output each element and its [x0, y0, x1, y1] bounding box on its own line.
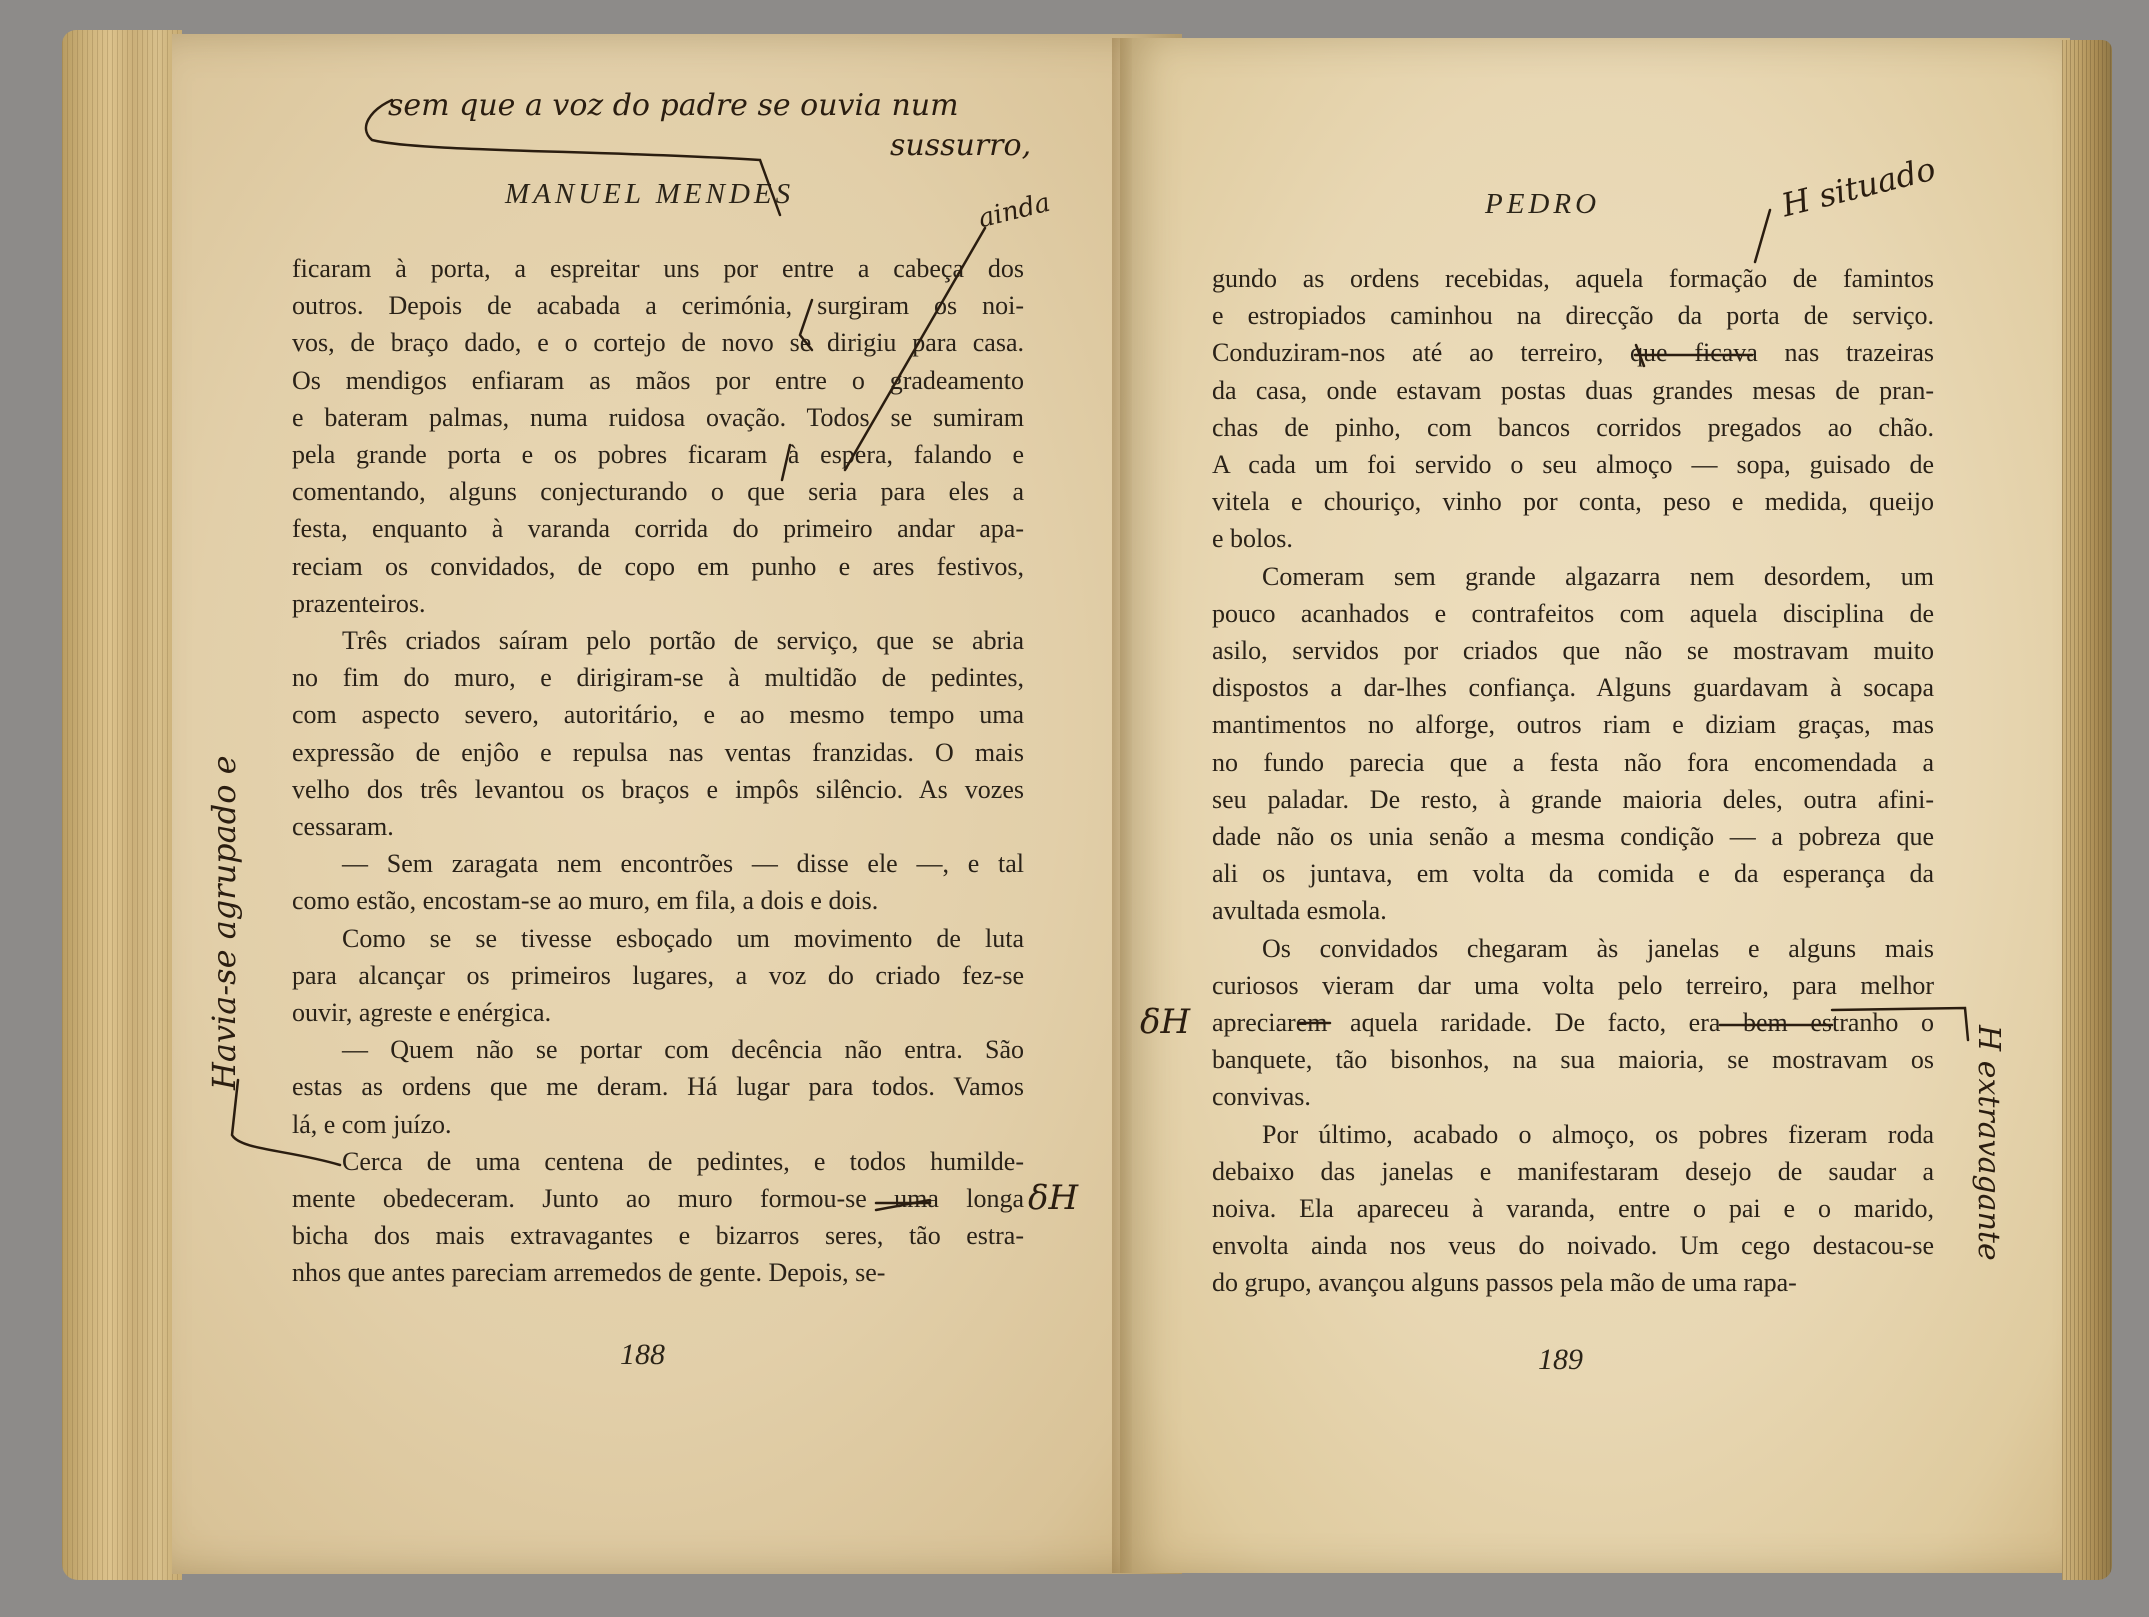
text-line: e bateram palmas, numa ruidosa ovação. Todos se sumiram — [292, 402, 1024, 432]
text-line: curiosos vieram dar uma volta pelo terreiro, para melhor — [1212, 970, 1934, 1000]
text-line: noiva. Ela apareceu à varanda, entre o pai e o marido, — [1212, 1194, 1934, 1224]
text-line: envolta ainda nos veus do noivado. Um cego destacou-se — [1212, 1231, 1934, 1261]
text-line: vos, de braço dado, e o cortejo de novo se dirigiu para casa. — [292, 328, 1024, 358]
text-line: como estão, encostam-se ao muro, em fila, a dois e dois. — [292, 886, 879, 916]
text-line: Por último, acabado o almoço, os pobres fizeram roda — [1262, 1119, 1934, 1149]
text-line: com aspecto severo, autoritário, e ao mesmo tempo uma — [292, 700, 1024, 730]
handwritten-delete-mark-right: δH — [1140, 1002, 1191, 1042]
text-line: comentando, alguns conjecturando o que seria para eles a — [292, 477, 1024, 507]
handwritten-extravagante: H extravagante — [1971, 1025, 2006, 1261]
text-line: expressão de enjôo e repulsa nas ventas franzidas. O mais — [292, 737, 1024, 767]
text-line: lá, e com juízo. — [292, 1109, 452, 1139]
text-line: Comeram sem grande algazarra nem desordem, um — [1262, 561, 1934, 591]
left-body-text — [292, 250, 1024, 1292]
text-line: cessaram. — [292, 812, 394, 842]
text-line: gundo as ordens recebidas, aquela formação de famintos — [1212, 264, 1934, 293]
text-line: ali os juntava, em volta da comida e da esperança da — [1212, 859, 1934, 889]
text-line: A cada um foi servido o seu almoço — sopa, guisado de — [1212, 450, 1934, 480]
text-line: seu paladar. De resto, à grande maioria deles, outra afini- — [1212, 784, 1934, 814]
text-line: pouco acanhados e contrafeitos com aquela disciplina de — [1212, 598, 1934, 628]
text-line: e bolos. — [1212, 524, 1293, 554]
text-line: velho dos três levantou os braços e impôs silêncio. As vozes — [292, 774, 1024, 804]
text-line: apreciarem aquela raridade. De facto, era bem estranho o — [1212, 1008, 1934, 1038]
text-line: ouvir, agreste e enérgica. — [292, 998, 552, 1028]
text-line: Como se se tivesse esboçado um movimento de luta — [342, 923, 1024, 953]
text-line: ficaram à porta, a espreitar uns por entre a cabeça dos — [292, 254, 1024, 283]
left-page-stack-edge — [62, 30, 182, 1580]
text-line: festa, enquanto à varanda corrida do primeiro andar apa- — [292, 514, 1024, 544]
text-line: reciam os convidados, de copo em punho e ares festivos, — [292, 551, 1024, 581]
text-line: Os mendigos enfiaram as mãos por entre o gradeamento — [292, 365, 1024, 395]
text-line: convivas. — [1212, 1082, 1311, 1112]
text-line: nhos que antes pareciam arremedos de gente. Depois, se- — [292, 1258, 886, 1288]
text-line: no fundo parecia que a festa não fora encomendada a — [1212, 747, 1934, 777]
left-running-head: MANUEL MENDES — [505, 178, 795, 210]
text-line: bicha dos mais extravagantes e bizarros seres, tão estra- — [292, 1221, 1024, 1251]
text-line: — Sem zaragata nem encontrões — disse ele —, e tal — [342, 849, 1024, 879]
text-line: mantimentos no alforge, outros riam e diziam graças, mas — [1212, 710, 1934, 740]
book-gutter — [1112, 38, 1132, 1573]
handwritten-delete-mark-left: δH — [1028, 1178, 1079, 1218]
left-folio: 188 — [620, 1338, 665, 1371]
handwritten-margin-left: Havia-se agrupado e — [205, 755, 243, 1090]
text-line: mente obedeceram. Junto ao muro formou-se uma longa — [292, 1184, 1024, 1214]
right-body-text — [1212, 260, 1934, 1302]
text-line: chas de pinho, com bancos corridos pregados ao chão. — [1212, 412, 1934, 442]
text-line: Conduziram-nos até ao terreiro, que ficava nas trazeiras — [1212, 338, 1934, 368]
text-line: estas as ordens que me deram. Há lugar para todos. Vamos — [292, 1072, 1024, 1102]
text-line: avultada esmola. — [1212, 896, 1387, 926]
handwritten-ainda: ainda — [975, 187, 1054, 235]
text-line: banquete, tão bisonhos, na sua maioria, se mostravam os — [1212, 1045, 1934, 1075]
handwritten-insert-line2: sussurro, — [890, 128, 1032, 163]
text-line: no fim do muro, e dirigiram-se à multidão de pedintes, — [292, 663, 1024, 693]
text-line: outros. Depois de acabada a cerimónia, surgiram os noi- — [292, 291, 1024, 321]
text-line: asilo, servidos por criados que não se mostravam muito — [1212, 636, 1934, 666]
handwritten-situado: H situado — [1777, 149, 1940, 225]
text-line: debaixo das janelas e manifestaram desejo de saudar a — [1212, 1156, 1934, 1186]
text-line: e estropiados caminhou na direcção da porta de serviço. — [1212, 301, 1934, 331]
right-folio: 189 — [1538, 1343, 1583, 1376]
text-line: vitela e chouriço, vinho por conta, peso e medida, queijo — [1212, 487, 1934, 517]
right-page-stack-edge — [2062, 40, 2112, 1580]
text-line: dispostos a dar-lhes confiança. Alguns guardavam à socapa — [1212, 673, 1934, 703]
text-line: para alcançar os primeiros lugares, a voz do criado fez-se — [292, 960, 1024, 990]
text-line: dade não os unia senão a mesma condição — a pobreza que — [1212, 822, 1934, 852]
text-line: da casa, onde estavam postas duas grandes mesas de pran- — [1212, 375, 1934, 405]
text-line: Os convidados chegaram às janelas e alguns mais — [1262, 933, 1934, 963]
text-line: Cerca de uma centena de pedintes, e todos humilde- — [342, 1146, 1024, 1176]
text-line: Três criados saíram pelo portão de serviço, que se abria — [342, 626, 1024, 656]
text-line: do grupo, avançou alguns passos pela mão de uma rapa- — [1212, 1268, 1797, 1298]
text-line: — Quem não se portar com decência não entra. São — [342, 1035, 1024, 1065]
handwritten-insert-line1: sem que a voz do padre se ouvia num — [388, 88, 959, 123]
right-running-head: PEDRO — [1485, 188, 1601, 220]
text-line: pela grande porta e os pobres ficaram à espera, falando e — [292, 440, 1024, 470]
text-line: prazenteiros. — [292, 588, 426, 618]
